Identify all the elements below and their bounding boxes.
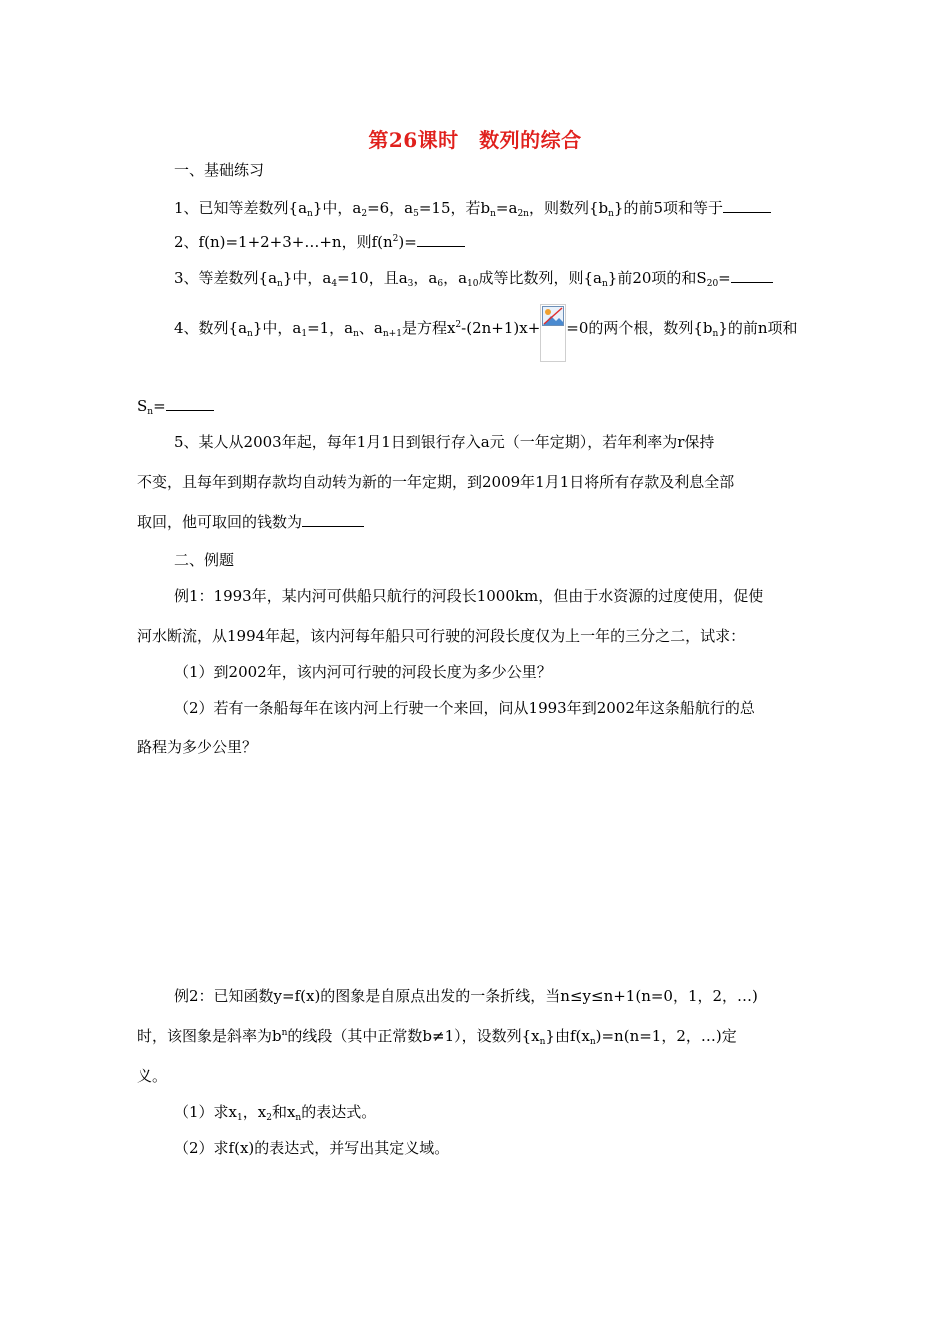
section-heading-examples: 二、例题	[174, 551, 235, 569]
example-1-part-2-line-2: 路程为多少公里？	[137, 738, 258, 756]
answer-blank	[417, 232, 465, 247]
answer-blank	[723, 198, 771, 213]
example-2-line-3: 义。	[137, 1067, 168, 1085]
question-5-line-3: 取回，他可取回的钱数为	[137, 512, 364, 532]
example-2-part-2: （2）求f(x)的表达式，并写出其定义域。	[174, 1139, 450, 1157]
answer-blank	[166, 396, 214, 411]
example-1-line-1: 例1：1993年，某内河可供船只航行的河段长1000km，但由于水资源的过度使用，促使	[174, 587, 764, 605]
broken-image-icon	[540, 304, 566, 362]
example-2-line-2: 时，该图象是斜率为$b^n$的线段（其中正常数b≠1），设数列$\{x_n\}$由$f(x_n)=n(n=1$，2，…)定	[137, 1027, 737, 1047]
question-2: 2、f(n)=1+2+3+…+n，则$f(n^2)=$	[174, 232, 465, 252]
example-1-line-2: 河水断流，从1994年起，该内河每年船只可行驶的河段长度仅为上一年的三分之二，试求：	[137, 627, 746, 645]
page-title: 第26课时 数列的综合	[368, 128, 582, 152]
example-1-part-1: （1）到2002年，该内河可行驶的河段长度为多少公里？	[174, 663, 552, 681]
answer-blank	[302, 512, 364, 527]
question-5-line-1: 5、某人从2003年起，每年1月1日到银行存入a元（一年定期），若年利率为r保持	[174, 433, 715, 451]
question-5-line-2: 不变，且每年到期存款均自动转为新的一年定期，到2009年1月1日将所有存款及利息全部	[137, 473, 735, 491]
section-heading-basic: 一、基础练习	[174, 161, 265, 179]
question-3: 3、等差数列$\{a_n\}$中，$a_4=10$，且$a_3$，$a_6$，$a_{10}$成等比数列，则$\{a_n\}$前20项的和$S_{20}=$	[174, 268, 773, 288]
question-4: 4、数列$\{a_n\}$中，$a_1=1$，$a_n$、$a_{n+1}$是方程$x^2-(2n+1)x+$ =0的两个根，数列$\{b_n\}$的前n项和	[174, 318, 798, 362]
example-2-part-1: （1）求$x_1$，$x_2$和$x_n$的表达式。	[174, 1103, 377, 1123]
question-4-sum-line: $S_n=$	[137, 396, 214, 416]
question-1: 1、已知等差数列$\{a_n\}$中，$a_2=6$，$a_5=15$，若$b_n=a_{2n}$，则数列$\{b_n\}$的前5项和等于	[174, 198, 771, 218]
answer-blank	[731, 268, 773, 283]
example-1-part-2-line-1: （2）若有一条船每年在该内河上行驶一个来回，问从1993年到2002年这条船航行的总	[174, 699, 755, 717]
example-2-line-1: 例2：已知函数y=f(x)的图象是自原点出发的一条折线，当n≤y≤n+1(n=0，1，2，…)	[174, 987, 758, 1005]
